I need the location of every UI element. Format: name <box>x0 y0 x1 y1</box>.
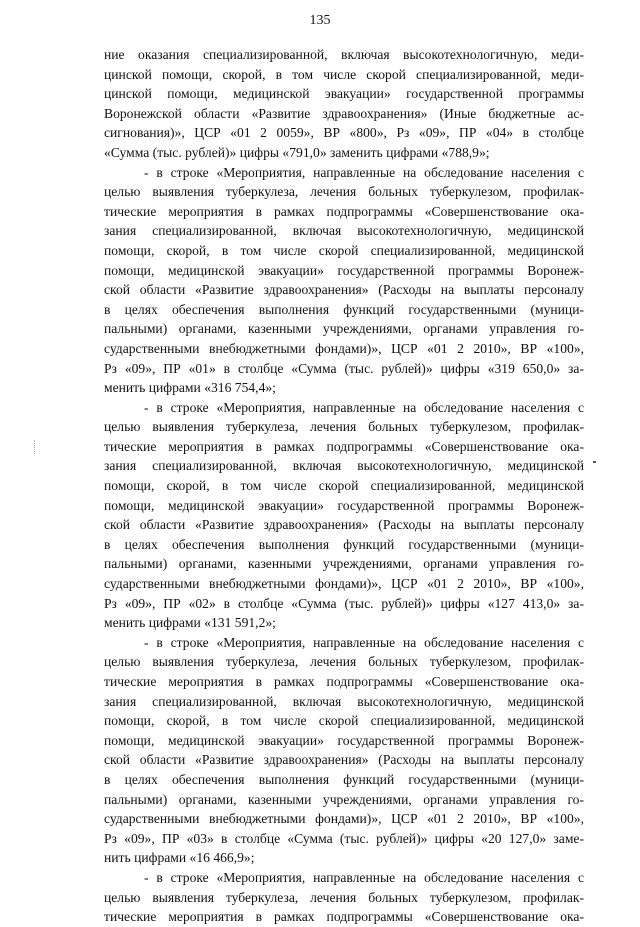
text-line: целью выявления туберкулеза, лечения больных туберкулезом, профилак- <box>104 889 584 905</box>
text-line: «Сумма (тыс. рублей)» цифры «791,0» заменить цифрами «788,9»; <box>104 144 490 160</box>
text-line: ние оказания специализированной, включая высокотехнологичную, меди- <box>104 47 584 62</box>
text-line: ской области «Развитие здравоохранения» (Расходы на выплаты персоналу <box>104 282 584 298</box>
text-line: сигнования)», ЦСР «01 2 0059», ВР «800», Рз «09», ПР «04» в столбце <box>104 125 584 141</box>
text-line: сударственными внебюджетными фондами)», ЦСР «01 2 2010», ВР «100», <box>104 811 584 827</box>
text-line: Рз «09», ПР «02» в столбце «Сумма (тыс. рублей)» цифры «127 413,0» за- <box>104 595 584 611</box>
text-line: ской области «Развитие здравоохранения» (Расходы на выплаты персоналу <box>104 752 584 768</box>
text-line: целью выявления туберкулеза, лечения больных туберкулезом, профилак- <box>104 419 584 435</box>
text-line: - в строке «Мероприятия, направленные на обследование населения с <box>144 869 584 885</box>
scan-artifact-dots <box>34 440 37 454</box>
scan-artifact <box>593 461 596 463</box>
text-line: помощи, скорой, в том числе скорой специализированной, медицинской <box>104 242 584 258</box>
text-line: помощи, скорой, в том числе скорой специализированной, медицинской <box>104 478 584 494</box>
text-line: Рз «09», ПР «01» в столбце «Сумма (тыс. рублей)» цифры «319 650,0» за- <box>104 360 584 376</box>
text-line: тические мероприятия в рамках подпрограммы «Совершенствование ока- <box>104 438 584 454</box>
text-line: Воронежской области «Развитие здравоохранения» (Иные бюджетные ас- <box>104 105 584 121</box>
text-line: - в строке «Мероприятия, направленные на обследование населения с <box>144 634 584 650</box>
text-line: - в строке «Мероприятия, направленные на обследование населения с <box>144 399 584 415</box>
text-line: в целях обеспечения выполнения функций государственными (муници- <box>104 771 584 787</box>
text-line: помощи, медицинской эвакуации» государственной программы Воронеж- <box>104 732 584 748</box>
text-line: помощи, медицинской эвакуации» государственной программы Воронеж- <box>104 497 584 513</box>
text-line: в целях обеспечения выполнения функций государственными (муници- <box>104 301 584 317</box>
text-line: зания специализированной, включая высокотехнологичную, медицинской <box>104 693 584 709</box>
text-line: зания специализированной, включая высокотехнологичную, медицинской <box>104 223 584 239</box>
text-line: нить цифрами «16 466,9»; <box>104 850 255 866</box>
page-number: 135 <box>309 13 331 28</box>
text-line: Рз «09», ПР «03» в столбце «Сумма (тыс. рублей)» цифры «20 127,0» заме- <box>104 830 584 846</box>
text-line: цинской помощи, скорой, в том числе скорой специализированной, меди- <box>104 66 584 82</box>
text-line: менить цифрами «316 754,4»; <box>104 380 276 396</box>
text-line: сударственными внебюджетными фондами)», ЦСР «01 2 2010», ВР «100», <box>104 340 584 356</box>
text-line: менить цифрами «131 591,2»; <box>104 615 276 631</box>
text-line: помощи, медицинской эвакуации» государственной программы Воронеж- <box>104 262 584 278</box>
text-line: целью выявления туберкулеза, лечения больных туберкулезом, профилак- <box>104 654 584 670</box>
text-line: - в строке «Мероприятия, направленные на обследование населения с <box>144 164 584 180</box>
text-line: сударственными внебюджетными фондами)», ЦСР «01 2 2010», ВР «100», <box>104 576 584 592</box>
text-line: пальными) органами, казенными учреждениями, органами управления го- <box>104 556 584 572</box>
text-line: цинской помощи, медицинской эвакуации» государственной программы <box>104 86 584 102</box>
text-line: в целях обеспечения выполнения функций государственными (муници- <box>104 536 584 552</box>
text-line: тические мероприятия в рамках подпрограммы «Совершенствование ока- <box>104 203 584 219</box>
text-line: ской области «Развитие здравоохранения» (Расходы на выплаты персоналу <box>104 517 584 533</box>
text-line: пальными) органами, казенными учреждениями, органами управления го- <box>104 321 584 337</box>
text-line: тические мероприятия в рамках подпрограммы «Совершенствование ока- <box>104 674 584 689</box>
document-body <box>104 45 584 927</box>
text-line: помощи, скорой, в том числе скорой специализированной, медицинской <box>104 713 584 729</box>
text-line: целью выявления туберкулеза, лечения больных туберкулезом, профилак- <box>104 184 584 200</box>
text-line: пальными) органами, казенными учреждениями, органами управления го- <box>104 791 584 807</box>
text-line: тические мероприятия в рамках подпрограммы «Совершенствование ока- <box>104 909 584 925</box>
text-line: зания специализированной, включая высокотехнологичную, медицинской <box>104 458 584 474</box>
